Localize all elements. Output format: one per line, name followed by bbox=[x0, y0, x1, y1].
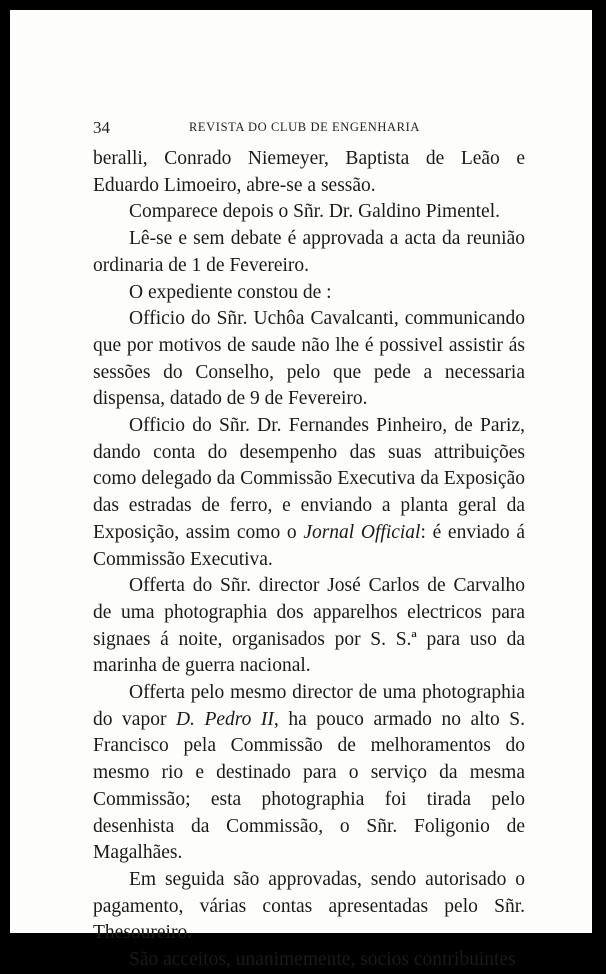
paragraph bbox=[93, 413, 525, 573]
paragraph-text: Officio do Sñr. Dr. Fernandes Pinheiro, de Pariz, dando conta do desempenho das suas attribuições como delegado da Commissão Executiva da Exposição das estradas de ferro, e enviando a planta geral da Exposição, assim como o bbox=[93, 415, 525, 543]
paragraph: Em seguida são approvadas, sendo autorisado o pagamento, várias contas apresentadas pelo Sñr. Thesoureiro. bbox=[93, 868, 525, 944]
paragraph: São acceitos, unanimemente, socios contribuintes bbox=[129, 949, 516, 971]
page-header bbox=[93, 118, 525, 138]
document-page bbox=[10, 10, 592, 971]
paragraph-text: Offerta pelo mesmo director de uma photographia do vapor bbox=[93, 682, 525, 730]
running-title: REVISTA DO CLUB DE ENGENHARIA bbox=[189, 120, 420, 134]
paragraph: Lê-se e sem debate é approvada a acta da reunião ordinaria de 1 de Fevereiro. bbox=[93, 228, 525, 276]
page-number: 34 bbox=[93, 118, 110, 137]
paragraph-text: : é enviado á Commissão Executiva. bbox=[93, 521, 525, 570]
paragraph: O expediente constou de : bbox=[129, 281, 332, 303]
paragraph: Officio do Sñr. Uchôa Cavalcanti, communicando que por motivos de saude não lhe é possivel assistir ás sessões do Conselho, pelo que pede a necessaria dispensa, datado de 9 de Fevereiro. bbox=[93, 308, 525, 410]
paragraph: Offerta do Sñr. director José Carlos de Carvalho de uma photographia dos apparelhos electricos para signaes á noite, organisados por S. S.ª para uso da marinha de guerra nacional. bbox=[93, 575, 525, 677]
body-text bbox=[93, 146, 525, 974]
paragraph-text: , ha pouco armado no alto S. Francisco pela Commissão de melhoramentos do mesmo rio e destinado para o serviço da mesma Commissão; esta photographia foi tirada pelo desenhista da Commissão, o Sñr. Foligonio de Magalhães. bbox=[93, 708, 525, 864]
paragraph: Comparece depois o Sñr. Dr. Galdino Pimentel. bbox=[129, 201, 500, 223]
paragraph bbox=[93, 680, 525, 867]
paragraph: beralli, Conrado Niemeyer, Baptista de Leão e Eduardo Limoeiro, abre-se a sessão. bbox=[93, 148, 525, 196]
italic-title: Jornal Official bbox=[303, 521, 421, 543]
italic-ship-name: D. Pedro II bbox=[175, 708, 274, 730]
